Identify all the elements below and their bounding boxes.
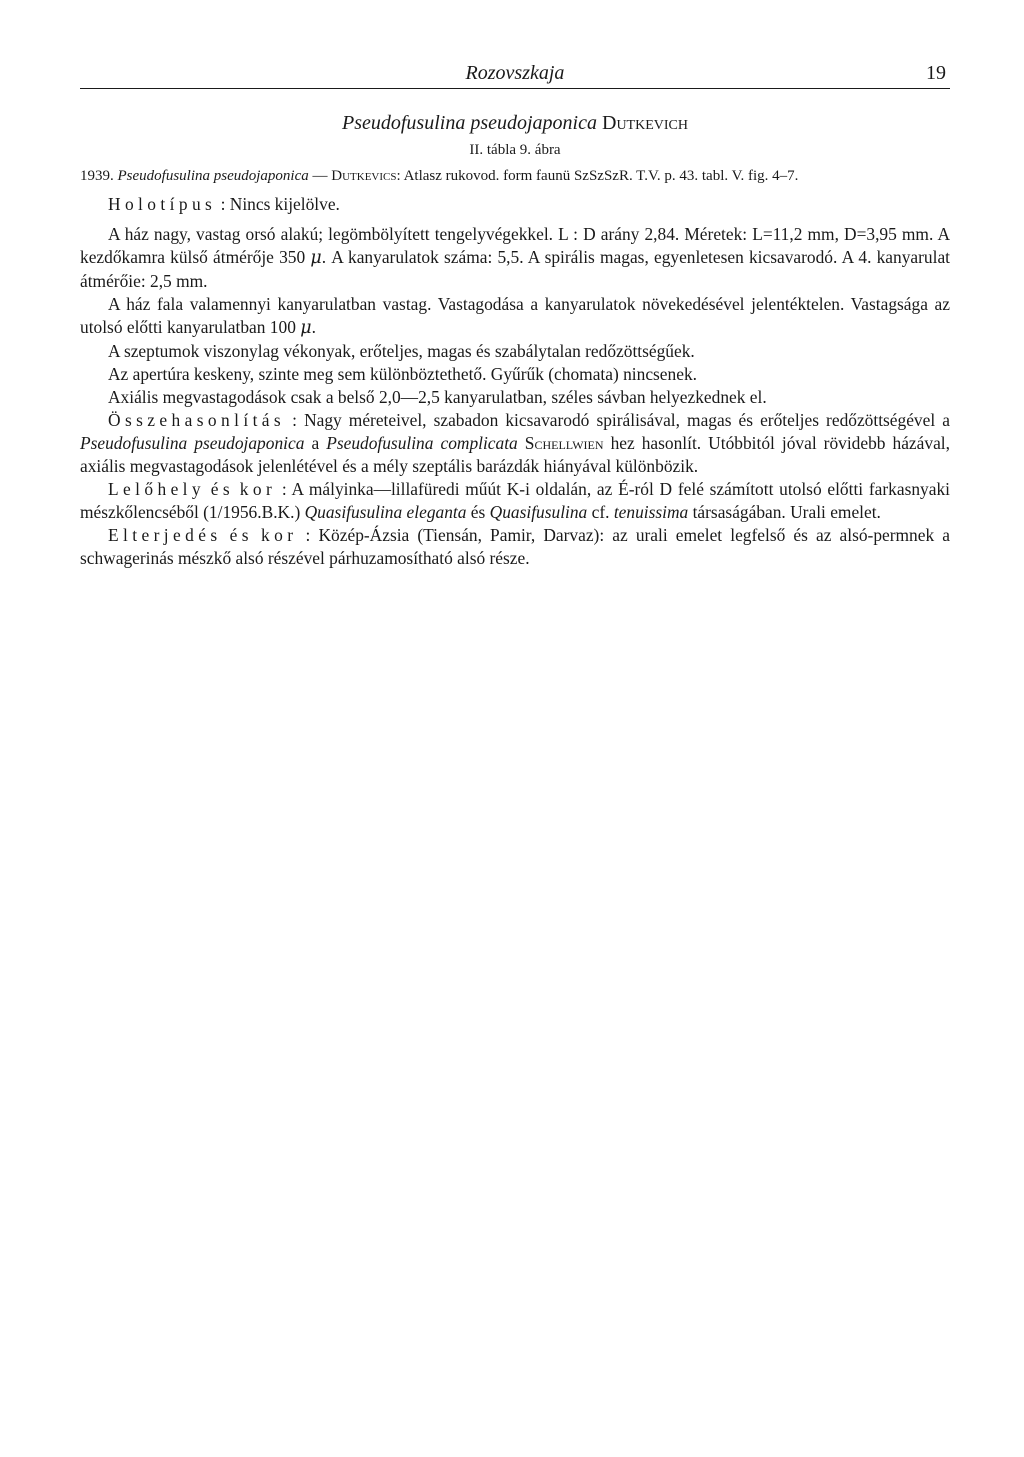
description-septa-paragraph: A szeptumok viszonylag vékonyak, erőteljes, magas és szabálytalan redőzöttségűek. xyxy=(108,341,695,361)
description-aperture-paragraph: Az apertúra keskeny, szinte meg sem különböztethető. Gyűrűk (chomata) nincsenek. xyxy=(108,364,697,384)
description-wall-text-end: . xyxy=(311,317,316,337)
comparison-taxon-1: Pseudofusulina pseudojaponica xyxy=(80,433,305,453)
comparison-taxon-2: Pseudofusulina complicata xyxy=(326,433,518,453)
locality-text-1: A mályinka—lillafüredi műút K-i oldalán, az É-ról D felé számított utolsó előtti farkasnyaki mészkőlencséből (1/1956.B.K.) xyxy=(80,479,950,522)
locality-sep: : xyxy=(281,479,287,499)
micron-symbol: μ xyxy=(310,248,322,268)
locality-conj: és xyxy=(210,479,235,499)
page-number: 19 xyxy=(926,62,946,84)
description-wall-text: A ház fala valamennyi kanyarulatban vastag. Vastagodása a kanyarulatok növekedésével jelentéktelen. Vastagsága az utolsó előtti kanyarulatban 100 xyxy=(80,294,950,337)
locality-label-age: kor xyxy=(239,479,277,499)
distribution-label: Elterjedés xyxy=(108,525,222,545)
comparison-author: Schellwien xyxy=(524,433,604,453)
species-heading xyxy=(80,110,950,136)
distribution-paragraph xyxy=(80,524,950,570)
locality-text-3: cf. xyxy=(591,502,610,522)
locality-taxon-3: tenuissima xyxy=(613,502,689,522)
species-genus: Pseudofusulina xyxy=(342,112,466,134)
synonymy-author: Dutkevics xyxy=(331,168,397,184)
synonymy-citation: : Atlasz rukovod. form faunü SzSzSzR. T.V. p. 43. tabl. V. fig. 4–7. xyxy=(396,168,799,184)
synonymy-year: 1939. xyxy=(80,168,114,184)
distribution-text: Közép-Ázsia (Tiensán, Pamir, Darvaz): az urali emelet legfelső és az alsó-permnek a schwagerinás mészkő alsó részével párhuzamosítható alsó része. xyxy=(80,525,950,568)
description-shape-paragraph xyxy=(80,223,950,293)
locality-paragraph xyxy=(80,478,950,524)
holotype-text: Nincs kijelölve. xyxy=(229,194,340,214)
micron-symbol: μ xyxy=(300,318,312,338)
locality-text-2: és xyxy=(470,502,486,522)
plate-reference: II. tábla 9. ábra xyxy=(469,142,561,158)
description-shape-text-cont: . A kanyarulatok száma: 5,5. A spirális magas, egyenletesen kicsavarodó. A 4. kanyarulat átmérőie: 2,5 mm. xyxy=(80,247,951,291)
comparison-label: Összehasonlítás xyxy=(108,410,286,430)
distribution-sep: : xyxy=(305,525,311,545)
article-body xyxy=(80,110,950,570)
comparison-text-1: Nagy méreteivel, szabadon kicsavarodó spirálisával, magas és erőteljes redőzöttségével a xyxy=(304,410,950,430)
comparison-sep: : xyxy=(292,410,297,430)
holotype-paragraph xyxy=(80,193,950,216)
distribution-label-age: kor xyxy=(261,525,298,545)
holotype-sep: : xyxy=(220,194,226,214)
running-head-title: Rozovszkaja xyxy=(465,62,565,84)
comparison-text-3: hez hasonlít. Utóbbitól jóval rövidebb házával, axiális megvastagodások jelenlétével és a mély szeptális barázdák hiányával különbözik. xyxy=(80,433,950,476)
description-shape-text: A ház nagy, vastag orsó alakú; legömbölyített tengelyvégekkel. L : D arány 2,84. Méretek: L=11,2 mm, D=3,95 mm. A kezdőkamra külső átmérője 350 xyxy=(80,224,950,267)
locality-text-4: társaságában. Urali emelet. xyxy=(692,502,881,522)
comparison-paragraph xyxy=(80,409,950,478)
comparison-text-2: a xyxy=(311,433,320,453)
synonymy-taxon: Pseudofusulina pseudojaponica xyxy=(117,168,309,184)
distribution-conj: és xyxy=(229,525,253,545)
description-wall-paragraph xyxy=(80,293,950,340)
locality-label: Lelőhely xyxy=(108,479,206,499)
running-head xyxy=(80,60,950,89)
locality-taxon-2: Quasifusulina xyxy=(489,502,588,522)
locality-taxon-1: Quasifusulina elegantа xyxy=(304,502,467,522)
description-axial-paragraph: Axiális megvastagodások csak a belső 2,0—2,5 kanyarulatban, széles sávban helyezkednek el. xyxy=(108,387,767,407)
holotype-label: Holotípus xyxy=(108,194,217,214)
species-author: Dutkevich xyxy=(602,112,688,134)
synonymy-entry xyxy=(80,168,950,185)
species-epithet: pseudojaponica xyxy=(470,112,597,134)
synonymy-dash: — xyxy=(312,168,328,184)
